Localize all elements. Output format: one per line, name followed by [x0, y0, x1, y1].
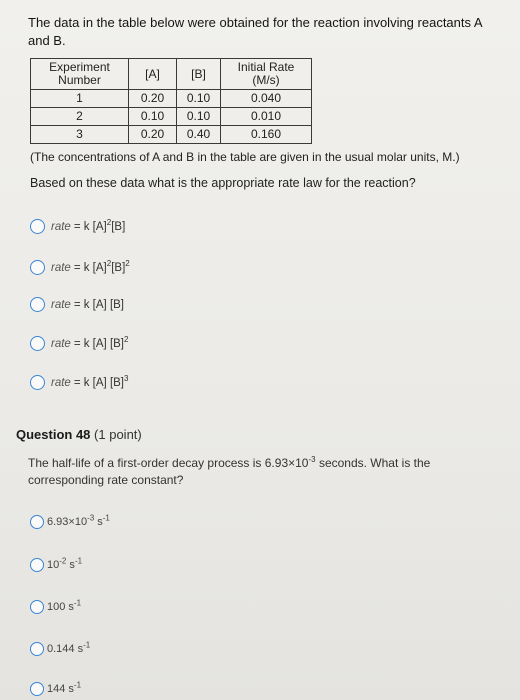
cell-rate: 0.040 [221, 90, 312, 108]
rate-data-table [30, 58, 312, 144]
rate-label: rate [51, 376, 71, 389]
header-experiment-line2: Number [58, 73, 101, 87]
rate-law-option-3[interactable] [30, 297, 124, 312]
rate-law-option-5[interactable] [30, 375, 128, 390]
radio-button[interactable] [30, 375, 45, 390]
rate-constant-option-4[interactable] [30, 642, 90, 656]
cell-rate: 0.160 [221, 126, 312, 144]
cell-a: 0.20 [129, 90, 177, 108]
option-label: 144 $s^{-1}$ [47, 680, 82, 695]
rate-label: rate [51, 298, 71, 311]
rate-label: rate [51, 261, 71, 274]
rate-constant-option-1[interactable] [30, 515, 110, 529]
radio-button[interactable] [30, 642, 44, 656]
rate-constant-option-5[interactable] [30, 682, 81, 696]
radio-button[interactable] [30, 600, 44, 614]
header-rate-line2: (M/s) [252, 73, 280, 87]
option-label: 100 $s^{-1}$ [47, 598, 82, 613]
table-row [31, 90, 312, 108]
rate-equation: = k $[A]^2[B]^2$ [73, 258, 130, 274]
option-label: 0.144 $s^{-1}$ [47, 640, 91, 655]
rate-equation: = k [A] [B] [73, 298, 125, 311]
cell-rate: 0.010 [221, 108, 312, 126]
header-a: [A] [129, 59, 177, 90]
rate-law-option-4[interactable] [30, 336, 128, 351]
header-experiment-line1: Experiment [49, 60, 110, 74]
cell-exp: 3 [31, 126, 129, 144]
question-title: Question 48 [16, 427, 91, 442]
option-label: $10^{-2}$ $s^{-1}$ [47, 556, 83, 571]
question-intro: The data in the table below were obtained for the reaction involving reactants A and B. [28, 15, 482, 48]
cell-b: 0.40 [177, 126, 221, 144]
table-header-row [31, 59, 312, 90]
rate-equation: = k [A] $[B]^3$ [73, 373, 129, 389]
rate-label: rate [51, 337, 71, 350]
table-row [31, 108, 312, 126]
question-48-heading [16, 427, 142, 442]
radio-button[interactable] [30, 515, 44, 529]
radio-button[interactable] [30, 336, 45, 351]
cell-b: 0.10 [177, 108, 221, 126]
header-rate-line1: Initial Rate [237, 60, 295, 74]
rate-equation: = k [A] $[B]^2$ [73, 334, 129, 350]
radio-button[interactable] [30, 558, 44, 572]
rate-law-option-1[interactable] [30, 219, 125, 234]
cell-a: 0.10 [129, 108, 177, 126]
option-label: $6.93\times 10^{-3}$ $s^{-1}$ [47, 513, 110, 528]
header-experiment [31, 59, 129, 90]
concentration-note: (The concentrations of A and B in the table are given in the usual molar units, M.) [30, 150, 460, 164]
radio-button[interactable] [30, 297, 45, 312]
header-rate [221, 59, 312, 90]
question-points: (1 point) [94, 427, 142, 442]
cell-exp: 2 [31, 108, 129, 126]
cell-b: 0.10 [177, 90, 221, 108]
cell-exp: 1 [31, 90, 129, 108]
rate-equation: = k $[A]^2[B]$ [73, 217, 126, 233]
question-prompt: Based on these data what is the appropriate rate law for the reaction? [30, 176, 416, 190]
rate-label: rate [51, 220, 71, 233]
rate-law-option-2[interactable] [30, 260, 130, 275]
rate-constant-option-3[interactable] [30, 600, 81, 614]
radio-button[interactable] [30, 260, 45, 275]
rate-constant-option-2[interactable] [30, 558, 82, 572]
table-row [31, 126, 312, 144]
radio-button[interactable] [30, 682, 44, 696]
question-48-text: The half-life of a first-order decay process is $6.93\times 10^{-3}$ seconds. What is the corresponding rate constant? [28, 455, 431, 487]
radio-button[interactable] [30, 219, 45, 234]
header-b: [B] [177, 59, 221, 90]
cell-a: 0.20 [129, 126, 177, 144]
